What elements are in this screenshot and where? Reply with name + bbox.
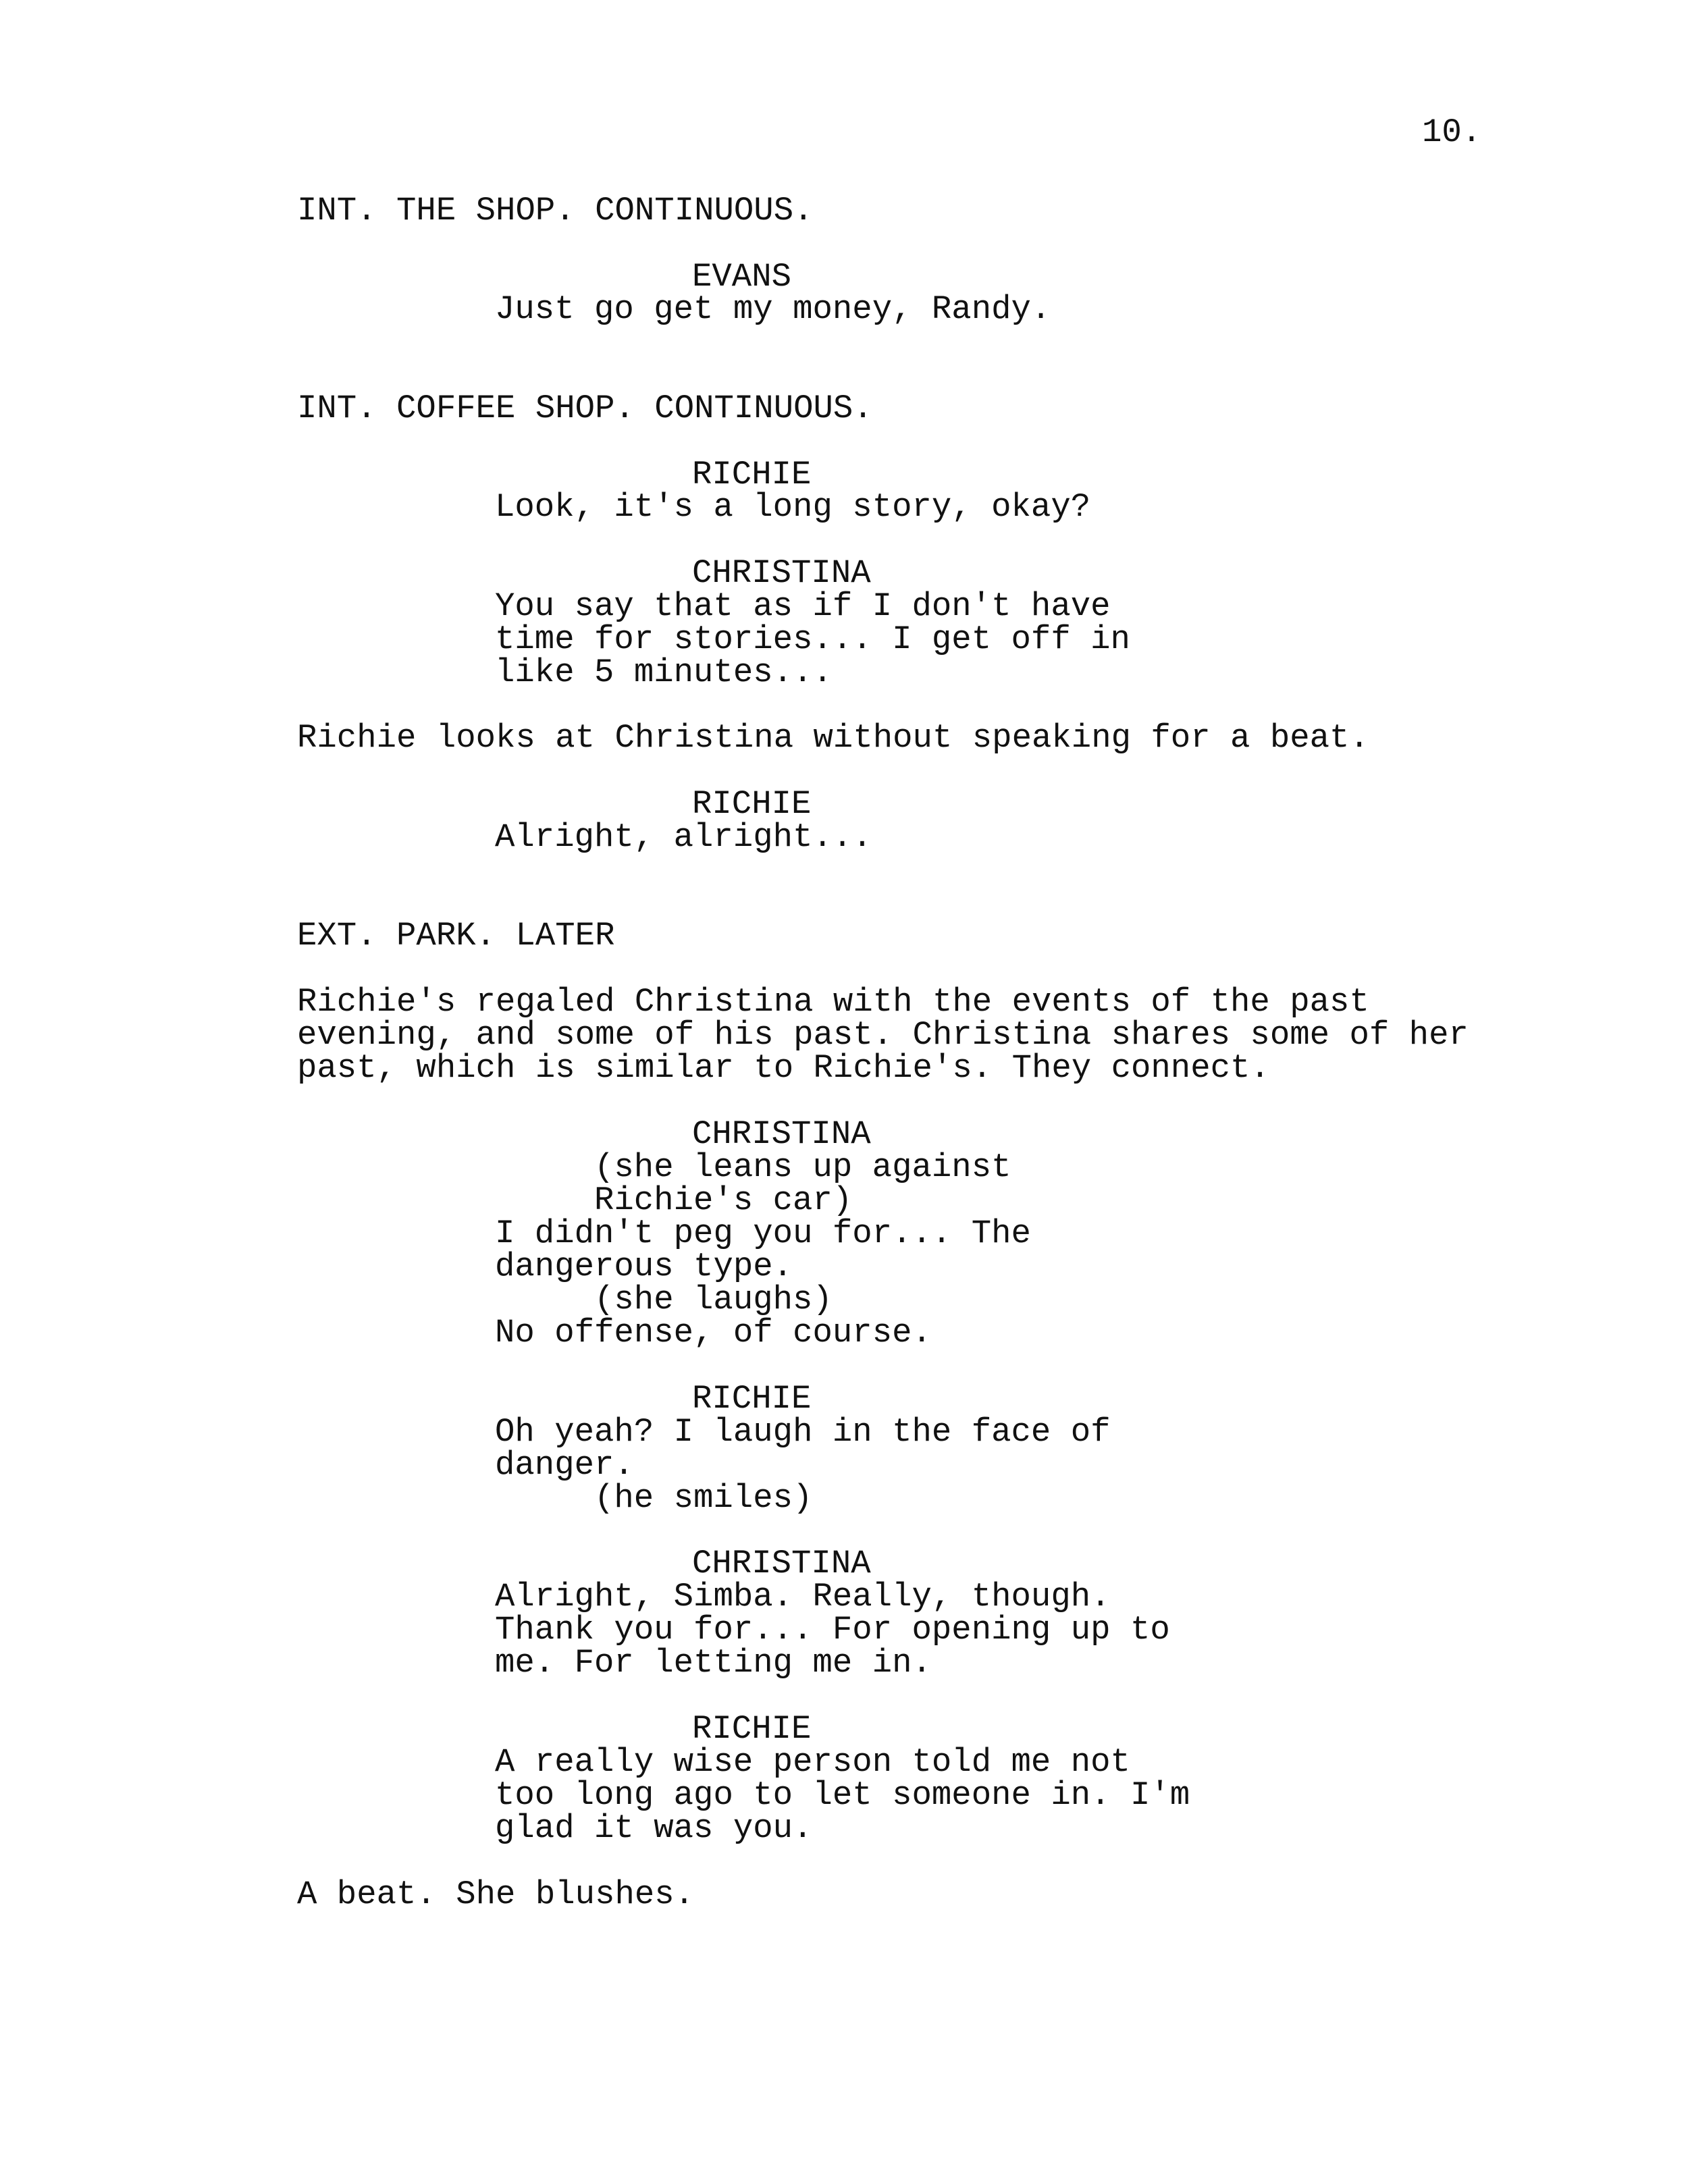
action-line: evening, and some of his past. Christina shares some of her xyxy=(297,1016,1469,1054)
dialogue-line: Just go get my money, Randy. xyxy=(495,290,1051,328)
dialogue-line: You say that as if I don't have xyxy=(495,587,1111,625)
character-name: CHRISTINA xyxy=(692,1545,871,1582)
action-line: past, which is similar to Richie's. They connect. xyxy=(297,1049,1270,1087)
character-name: RICHIE xyxy=(692,785,812,823)
character-name: RICHIE xyxy=(692,1710,812,1748)
dialogue-line: danger. xyxy=(495,1446,634,1484)
dialogue-line: No offense, of course. xyxy=(495,1314,932,1352)
dialogue-line: glad it was you. xyxy=(495,1809,813,1847)
dialogue-line: too long ago to let someone in. I'm xyxy=(495,1776,1190,1814)
character-name: CHRISTINA xyxy=(692,554,871,592)
dialogue-line: I didn't peg you for... The xyxy=(495,1215,1031,1252)
page-number: 10. xyxy=(1422,113,1482,151)
dialogue-line: Thank you for... For opening up to xyxy=(495,1611,1170,1649)
parenthetical: Richie's car) xyxy=(594,1181,853,1219)
dialogue-line: Look, it's a long story, okay? xyxy=(495,488,1091,526)
scene-heading: INT. THE SHOP. CONTINUOUS. xyxy=(297,192,814,230)
parenthetical: (he smiles) xyxy=(594,1479,813,1517)
parenthetical: (she laughs) xyxy=(594,1281,833,1319)
character-name: EVANS xyxy=(692,258,792,296)
scene-heading: EXT. PARK. LATER xyxy=(297,917,615,955)
dialogue-line: Alright, alright... xyxy=(495,818,872,856)
action-line: A beat. She blushes. xyxy=(297,1875,695,1913)
parenthetical: (she leans up against xyxy=(594,1148,1011,1186)
action-line: Richie's regaled Christina with the events of the past xyxy=(297,983,1369,1021)
character-name: RICHIE xyxy=(692,456,812,494)
character-name: RICHIE xyxy=(692,1380,812,1418)
dialogue-line: like 5 minutes... xyxy=(495,654,833,691)
dialogue-line: dangerous type. xyxy=(495,1248,793,1285)
action-line: Richie looks at Christina without speaking for a beat. xyxy=(297,719,1369,757)
dialogue-line: A really wise person told me not xyxy=(495,1743,1130,1781)
dialogue-line: time for stories... I get off in xyxy=(495,620,1130,658)
dialogue-line: Alright, Simba. Really, though. xyxy=(495,1578,1111,1616)
scene-heading: INT. COFFEE SHOP. CONTINUOUS. xyxy=(297,390,873,427)
character-name: CHRISTINA xyxy=(692,1115,871,1153)
dialogue-line: Oh yeah? I laugh in the face of xyxy=(495,1413,1111,1451)
dialogue-line: me. For letting me in. xyxy=(495,1644,932,1682)
